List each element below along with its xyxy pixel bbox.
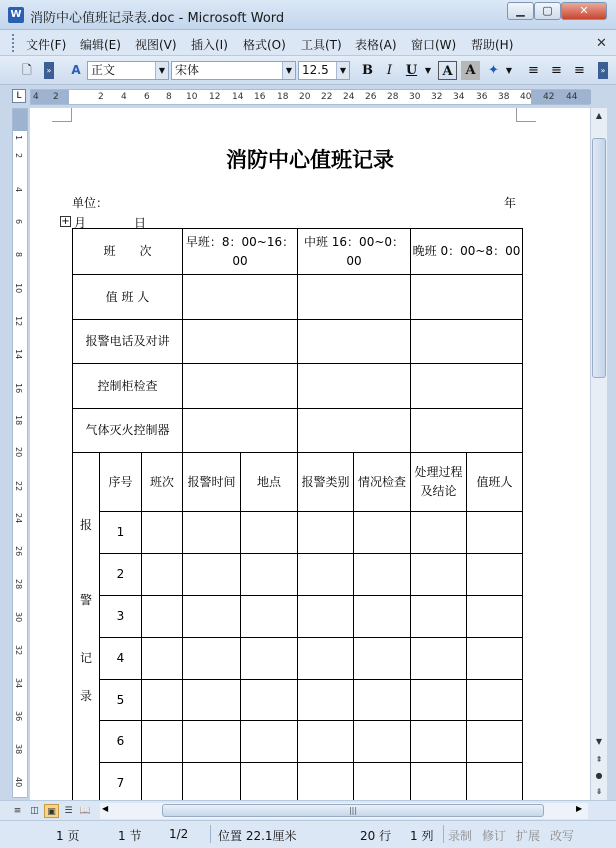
record-number-cell[interactable]: 6: [100, 721, 142, 763]
table-cell[interactable]: [142, 680, 183, 721]
table-cell[interactable]: [183, 638, 241, 680]
formatting-toolbar: [0, 56, 616, 85]
italic-button[interactable]: I: [386, 63, 393, 78]
minimize-button[interactable]: [507, 2, 534, 20]
toolbar-overflow-icon[interactable]: »: [598, 62, 608, 79]
ruler-tick: 22: [14, 481, 23, 492]
table-cell[interactable]: [241, 680, 298, 721]
horizontal-scrollbar[interactable]: [100, 803, 588, 819]
minimize-icon: ▁: [516, 4, 525, 17]
menu-tools[interactable]: 工具(T): [301, 38, 342, 52]
reading-layout-icon[interactable]: 📖: [79, 806, 92, 816]
row-label-cell[interactable]: 值 班 人: [73, 275, 183, 320]
table-cell[interactable]: [467, 680, 523, 721]
row-label-cell[interactable]: 气体灭火控制器: [73, 409, 183, 453]
ruler-tick: 2: [53, 92, 59, 102]
table-cell[interactable]: [298, 554, 354, 596]
ruler-tick: 34: [453, 92, 465, 102]
record-number-cell[interactable]: 3: [100, 596, 142, 638]
ruler-tick: 18: [14, 415, 23, 426]
horizontal-scroll-thumb[interactable]: |||: [162, 804, 544, 817]
record-label-char: 警: [79, 592, 92, 607]
duty-record-table[interactable]: [72, 228, 523, 800]
menu-insert[interactable]: 插入(I): [191, 38, 228, 52]
table-cell[interactable]: [241, 596, 298, 638]
styles-icon[interactable]: A: [71, 63, 81, 77]
table-cell[interactable]: [183, 680, 241, 721]
ruler-tick: 34: [14, 678, 23, 689]
record-header-cell[interactable]: 报警类别: [298, 453, 354, 512]
status-extend[interactable]: 扩展: [516, 829, 541, 843]
table-cell[interactable]: [467, 596, 523, 638]
month-label[interactable]: 月: [74, 216, 87, 230]
font-value: 宋体: [175, 63, 200, 77]
align-right-icon[interactable]: ≡: [574, 63, 585, 78]
ruler-tick: 30: [409, 92, 421, 102]
menu-edit[interactable]: 编辑(E): [80, 38, 121, 52]
table-cell[interactable]: [411, 409, 523, 453]
select-browse-object-icon[interactable]: ●: [595, 771, 603, 780]
record-row[interactable]: [73, 554, 523, 596]
outline-view-icon[interactable]: ☰: [64, 806, 73, 816]
record-label-char: 录: [79, 688, 92, 703]
vertical-scrollbar[interactable]: [590, 108, 607, 800]
table-cell[interactable]: [183, 275, 298, 320]
close-button[interactable]: [561, 2, 607, 20]
table-move-handle-icon[interactable]: +: [61, 216, 70, 227]
menu-bar: [0, 30, 616, 56]
chevron-down-icon: ▼: [282, 62, 295, 79]
ruler-tick: 20: [14, 447, 23, 458]
document-title[interactable]: 消防中心值班记录: [226, 147, 394, 172]
ruler-tick: 42: [543, 92, 555, 102]
table-cell[interactable]: [467, 512, 523, 554]
record-header-cell[interactable]: 处理过程及结论: [411, 453, 467, 512]
status-divider: [443, 825, 444, 843]
table-cell[interactable]: [298, 763, 354, 801]
web-layout-icon[interactable]: ◫: [30, 806, 39, 816]
table-cell[interactable]: [354, 638, 411, 680]
status-position: 位置 22.1厘米: [218, 829, 297, 843]
table-cell[interactable]: [354, 596, 411, 638]
table-cell[interactable]: [298, 364, 411, 409]
table-cell[interactable]: [411, 554, 467, 596]
table-cell[interactable]: [298, 638, 354, 680]
table-cell[interactable]: [142, 763, 183, 801]
justify-icon[interactable]: ≡: [528, 63, 539, 78]
table-cell[interactable]: [241, 554, 298, 596]
table-cell[interactable]: [354, 721, 411, 763]
highlight-options-icon[interactable]: ▼: [505, 66, 513, 75]
menu-help[interactable]: 帮助(H): [471, 38, 514, 52]
ruler-tick: 44: [566, 92, 578, 102]
night-shift-cell[interactable]: 晚班 0：00~8：00: [411, 229, 523, 275]
table-cell[interactable]: [411, 512, 467, 554]
table-cell[interactable]: [298, 275, 411, 320]
ruler-tick: 6: [14, 219, 23, 225]
alarm-record-label-cell[interactable]: [73, 453, 100, 801]
underline-button[interactable]: U: [405, 63, 418, 78]
table-cell[interactable]: [411, 596, 467, 638]
character-border-button[interactable]: A: [438, 61, 457, 80]
table-cell[interactable]: [183, 320, 298, 364]
scroll-left-icon[interactable]: ◀: [102, 804, 109, 813]
record-label-char: 报: [79, 517, 92, 532]
table-cell[interactable]: [298, 409, 411, 453]
status-section: 1 节: [118, 829, 142, 843]
character-shading-button[interactable]: A: [461, 61, 480, 80]
font-size-select[interactable]: [298, 61, 350, 80]
ruler-tick: 4: [14, 187, 23, 193]
ruler-tick: 6: [144, 92, 150, 102]
table-cell[interactable]: [183, 763, 241, 801]
normal-view-icon[interactable]: ≡: [13, 806, 22, 816]
ruler-right-margin: [531, 90, 591, 104]
margin-corner-mark: [52, 108, 72, 122]
ruler-top-margin: [13, 109, 27, 131]
ruler-tick: 2: [98, 92, 104, 102]
record-header-cell[interactable]: 值班人: [467, 453, 523, 512]
ruler-tick: 12: [209, 92, 221, 102]
ruler-tick: 8: [14, 252, 23, 258]
record-header-cell[interactable]: 地点: [241, 453, 298, 512]
vertical-ruler[interactable]: [12, 108, 28, 798]
document-page[interactable]: [30, 108, 590, 800]
window-title: 消防中心值班记录表.doc - Microsoft Word: [30, 11, 285, 26]
view-and-scroll-bar: [0, 800, 616, 820]
ruler-tick: 38: [14, 744, 23, 755]
ruler-tick: 24: [343, 92, 355, 102]
font-select[interactable]: [171, 61, 296, 80]
table-cell[interactable]: [411, 721, 467, 763]
chevron-down-icon: ▼: [155, 62, 168, 79]
status-page-of: 1/2: [169, 827, 189, 841]
highlight-icon[interactable]: ✦: [488, 63, 499, 78]
scroll-right-icon[interactable]: ▶: [576, 804, 583, 813]
table-cell[interactable]: [298, 320, 411, 364]
table-cell[interactable]: [142, 638, 183, 680]
table-cell[interactable]: [183, 721, 241, 763]
ruler-tick: 1: [14, 135, 23, 141]
tab-selector-icon[interactable]: L: [12, 89, 26, 103]
menu-file[interactable]: 文件(F): [26, 38, 67, 52]
table-cell[interactable]: [298, 512, 354, 554]
ruler-tick: 36: [14, 711, 23, 722]
document-close-icon[interactable]: ✕: [596, 36, 607, 51]
table-cell[interactable]: [467, 721, 523, 763]
unit-label[interactable]: 单位：: [72, 196, 109, 210]
vertical-scroll-thumb[interactable]: [592, 138, 606, 378]
ruler-tick: 16: [14, 383, 23, 394]
table-cell[interactable]: [354, 763, 411, 801]
record-header-cell[interactable]: 报警时间: [183, 453, 241, 512]
record-label-char: 记: [79, 650, 92, 665]
table-cell[interactable]: [142, 721, 183, 763]
status-track-changes[interactable]: 修订: [482, 829, 507, 843]
middle-shift-cell[interactable]: 中班 16：00~0：00: [298, 229, 411, 275]
word-app-icon[interactable]: W: [8, 7, 24, 23]
style-value: 正文: [91, 63, 116, 77]
record-number-cell[interactable]: 4: [100, 638, 142, 680]
table-cell[interactable]: [354, 554, 411, 596]
new-document-icon[interactable]: 🗋: [22, 63, 32, 77]
ruler-tick: 20: [299, 92, 311, 102]
record-row[interactable]: [73, 512, 523, 554]
table-cell[interactable]: [411, 275, 523, 320]
table-cell[interactable]: [142, 596, 183, 638]
table-cell[interactable]: [183, 596, 241, 638]
record-row[interactable]: [73, 721, 523, 763]
record-row[interactable]: [73, 680, 523, 721]
record-header-cell[interactable]: 情况检查: [354, 453, 411, 512]
underline-options-icon[interactable]: ▼: [424, 66, 432, 75]
record-row[interactable]: [73, 596, 523, 638]
table-cell[interactable]: [467, 638, 523, 680]
ruler-tick: 14: [14, 349, 23, 360]
ruler-tick: 18: [277, 92, 289, 102]
status-column: 1 列: [410, 829, 434, 843]
status-page: 1 页: [56, 829, 80, 843]
table-cell[interactable]: [411, 320, 523, 364]
record-number-cell[interactable]: 1: [100, 512, 142, 554]
menu-table[interactable]: 表格(A): [355, 38, 397, 52]
day-label[interactable]: 日: [134, 216, 147, 230]
record-number-cell[interactable]: 5: [100, 680, 142, 721]
ruler-tick: 4: [33, 92, 39, 102]
scroll-up-icon[interactable]: ▲: [595, 111, 603, 120]
margin-corner-mark: [516, 108, 536, 122]
table-cell[interactable]: [241, 512, 298, 554]
ruler-tick: 32: [431, 92, 443, 102]
table-cell[interactable]: [241, 763, 298, 801]
row-label-cell[interactable]: 报警电话及对讲: [73, 320, 183, 364]
maximize-icon: ▢: [542, 4, 553, 17]
table-cell[interactable]: [467, 763, 523, 801]
ruler-tick: 10: [14, 283, 23, 294]
font-size-value: 12.5: [302, 63, 329, 77]
record-row[interactable]: [73, 763, 523, 801]
early-shift-cell[interactable]: 早班：8：00~16：00: [183, 229, 298, 275]
table-cell[interactable]: [183, 364, 298, 409]
table-cell[interactable]: [183, 554, 241, 596]
record-number-cell[interactable]: 2: [100, 554, 142, 596]
table-cell[interactable]: [241, 721, 298, 763]
menubar-grip-icon[interactable]: [12, 34, 18, 52]
ruler-tick: 8: [166, 92, 172, 102]
style-select[interactable]: [87, 61, 169, 80]
bold-button[interactable]: B: [362, 63, 373, 78]
title-bar: [0, 0, 616, 30]
status-line: 20 行: [360, 829, 392, 843]
ruler-tick: 36: [476, 92, 488, 102]
record-row[interactable]: [73, 638, 523, 680]
ruler-tick: 16: [254, 92, 266, 102]
table-cell[interactable]: [411, 638, 467, 680]
ruler-tick: 30: [14, 612, 23, 623]
menu-format[interactable]: 格式(O): [243, 38, 286, 52]
table-cell[interactable]: [354, 680, 411, 721]
record-header-cell[interactable]: 班次: [142, 453, 183, 512]
ruler-tick: 40: [14, 777, 23, 788]
ruler-tick: 4: [121, 92, 127, 102]
ruler-tick: 14: [232, 92, 244, 102]
previous-page-icon[interactable]: ⇞: [595, 755, 603, 764]
row-label-cell[interactable]: 控制柜检查: [73, 364, 183, 409]
shift-header-cell[interactable]: 班 次: [73, 229, 183, 275]
year-label[interactable]: 年: [504, 196, 517, 210]
ruler-tick: 26: [14, 546, 23, 557]
table-cell[interactable]: [354, 512, 411, 554]
table-cell[interactable]: [142, 512, 183, 554]
scroll-down-icon[interactable]: ▼: [595, 737, 603, 746]
horizontal-ruler[interactable]: [30, 89, 590, 105]
menu-view[interactable]: 视图(V): [135, 38, 177, 52]
status-divider: [210, 825, 211, 843]
table-cell[interactable]: [411, 364, 523, 409]
maximize-button[interactable]: [534, 2, 561, 20]
table-cell[interactable]: [183, 512, 241, 554]
chevron-down-icon: ▼: [336, 62, 349, 79]
ruler-tick: 32: [14, 645, 23, 656]
table-cell[interactable]: [183, 409, 298, 453]
menu-window[interactable]: 窗口(W): [411, 38, 457, 52]
status-record-macro[interactable]: 录制: [448, 829, 473, 843]
next-page-icon[interactable]: ⇟: [595, 787, 603, 796]
table-cell[interactable]: [142, 554, 183, 596]
print-layout-icon[interactable]: ▣: [44, 804, 59, 818]
close-icon: ✕: [579, 4, 589, 17]
table-cell[interactable]: [298, 721, 354, 763]
ruler-tick: 12: [14, 316, 23, 327]
align-center-icon[interactable]: ≡: [551, 63, 562, 78]
ruler-tick: 2: [14, 153, 23, 159]
ruler-tick: 38: [498, 92, 510, 102]
ruler-tick: 10: [186, 92, 198, 102]
ruler-tick: 40: [520, 92, 532, 102]
ruler-tick: 28: [14, 579, 23, 590]
status-bar: [0, 820, 616, 848]
table-cell[interactable]: [411, 763, 467, 801]
ruler-tick: 24: [14, 513, 23, 524]
ruler-tick: 26: [365, 92, 377, 102]
table-cell[interactable]: [298, 680, 354, 721]
status-overtype[interactable]: 改写: [550, 829, 575, 843]
table-cell[interactable]: [298, 596, 354, 638]
table-cell[interactable]: [467, 554, 523, 596]
ruler-tick: 28: [387, 92, 399, 102]
table-cell[interactable]: [411, 680, 467, 721]
ruler-tick: 22: [321, 92, 333, 102]
record-header-cell[interactable]: 序号: [100, 453, 142, 512]
table-cell[interactable]: [241, 638, 298, 680]
record-number-cell[interactable]: 7: [100, 763, 142, 801]
toolbar-options-icon[interactable]: »: [44, 62, 54, 79]
